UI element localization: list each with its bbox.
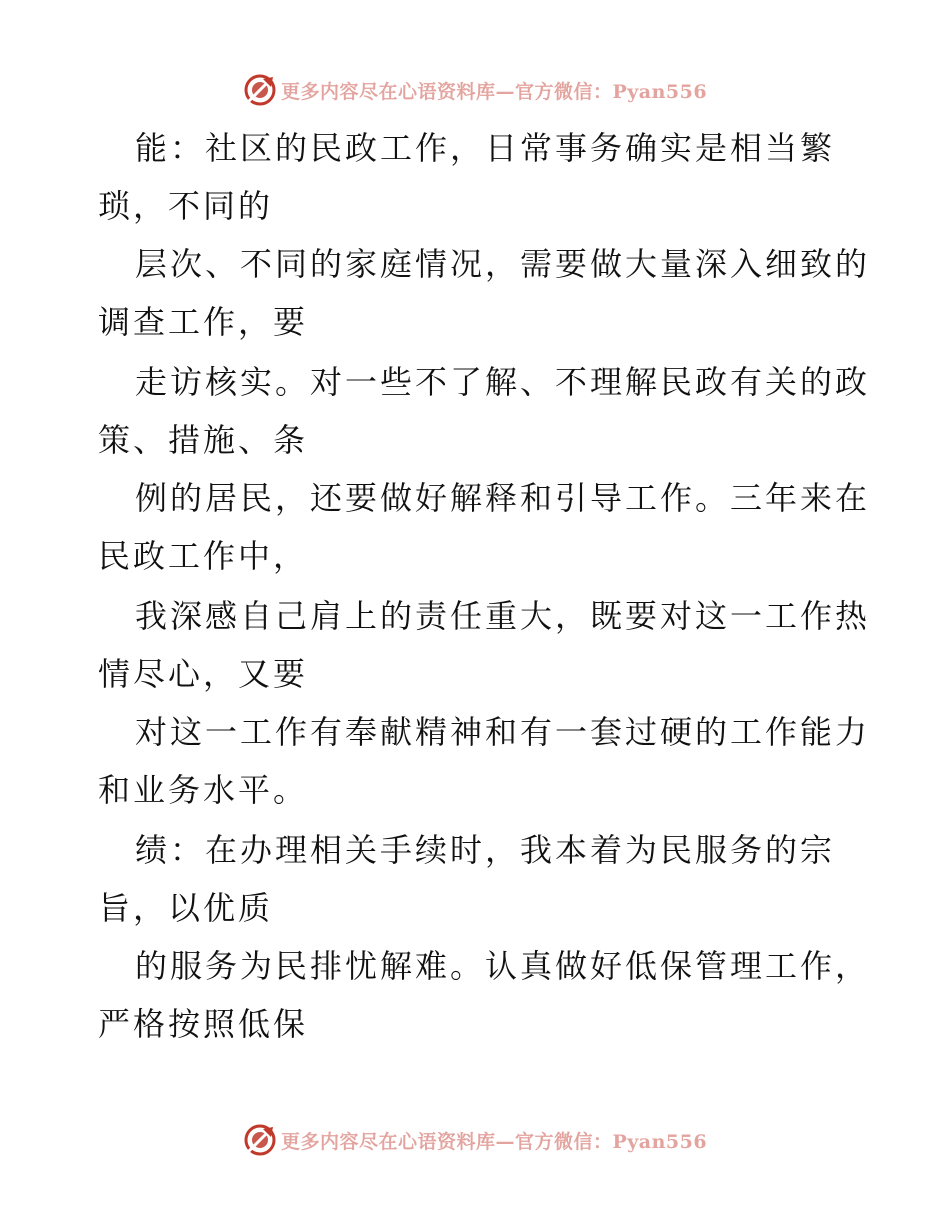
footer-banner-text: 更多内容尽在心语资料库—官方微信：Pyan556 bbox=[280, 1130, 708, 1153]
body-line: 情尽心，又要 bbox=[98, 655, 309, 693]
footer-banner bbox=[0, 1120, 950, 1160]
brand-logo-icon bbox=[243, 1123, 277, 1157]
body-line: 和业务水平。 bbox=[98, 771, 309, 809]
body-line: 例的居民，还要做好解释和引导工作。三年来在 bbox=[135, 479, 871, 517]
body-line: 我深感自己肩上的责任重大，既要对这一工作热 bbox=[135, 597, 871, 635]
body-line: 严格按照低保 bbox=[98, 1005, 309, 1043]
body-line: 调查工作，要 bbox=[98, 303, 309, 341]
body-line: 走访核实。对一些不了解、不理解民政有关的政 bbox=[135, 363, 871, 401]
header-banner bbox=[0, 70, 950, 110]
body-line: 旨，以优质 bbox=[98, 889, 274, 927]
body-line: 琐，不同的 bbox=[98, 187, 274, 225]
body-line: 策、措施、条 bbox=[98, 421, 309, 459]
body-line: 民政工作中， bbox=[98, 537, 309, 575]
body-line: 层次、不同的家庭情况，需要做大量深入细致的 bbox=[135, 245, 871, 283]
body-line: 的服务为民排忧解难。认真做好低保管理工作， bbox=[135, 947, 871, 985]
header-banner-text: 更多内容尽在心语资料库—官方微信：Pyan556 bbox=[280, 80, 708, 103]
body-line: 能：社区的民政工作，日常事务确实是相当繁 bbox=[135, 129, 836, 167]
brand-logo-icon bbox=[243, 73, 277, 107]
body-line: 对这一工作有奉献精神和有一套过硬的工作能力 bbox=[135, 713, 871, 751]
body-line: 绩：在办理相关手续时，我本着为民服务的宗 bbox=[135, 831, 836, 869]
